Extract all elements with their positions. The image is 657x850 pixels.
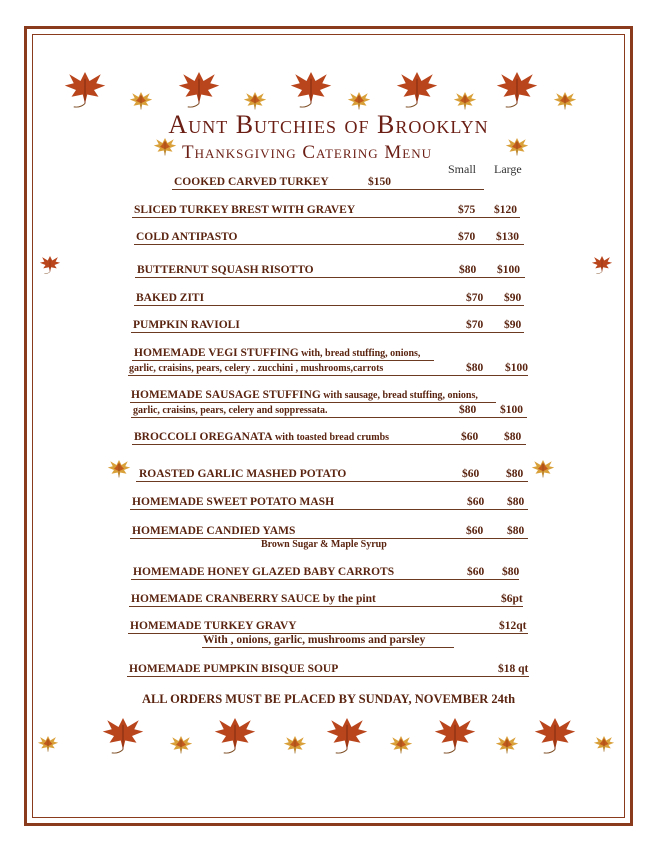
menu-item-name: COOKED CARVED TURKEY [174,176,329,188]
column-header-small: Small [448,162,477,176]
menu-item-name: HOMEMADE SWEET POTATO MASH [132,496,335,508]
maple-leaf-icon [38,256,62,274]
underline [130,509,528,510]
menu-item-note: With , onions, garlic, mushrooms and parsley [203,634,426,646]
menu-item-name: ROASTED GARLIC MASHED POTATO [139,468,347,480]
underline [135,277,525,278]
maple-leaf-icon [590,256,614,274]
underline [134,305,524,306]
menu-item-detail: garlic, craisins, pears, celery . zucchini , mushrooms,carrots [129,363,384,374]
menu-item-name: BROCCOLI OREGANATA with toasted bread crumbs [134,431,390,443]
menu-item-price-large: $12qt [499,620,527,632]
menu-item-price-small: $60 [466,525,484,537]
menu-item-price-large: $18 qt [498,663,529,675]
menu-item-price-large: $6pt [501,593,523,605]
underline [129,606,523,607]
menu-item-price-large: $90 [504,319,522,331]
underline [202,647,454,648]
order-deadline-notice: ALL ORDERS MUST BE PLACED BY SUNDAY, NOVEMBER 24th [141,692,516,706]
menu-item-price-large: $100 [505,362,528,374]
menu-item-price: $150 [368,176,391,188]
maple-leaf-icon [388,736,414,756]
maple-leaf-icon [176,72,222,108]
maple-leaf-icon [432,718,478,754]
maple-leaf-icon [100,718,146,754]
underline [132,360,434,361]
menu-item-price-large: $100 [497,264,520,276]
maple-leaf-icon [592,736,616,754]
menu-item-detail: garlic, craisins, pears, celery and soppressata. [133,405,328,416]
menu-item-price-small: $60 [462,468,480,480]
menu-item-price-large: $120 [494,204,517,216]
menu-item-price-small: $70 [458,231,476,243]
underline [130,402,496,403]
maple-leaf-icon [532,718,578,754]
maple-leaf-icon [494,736,520,756]
menu-item-name: HOMEMADE CANDIED YAMS [132,525,296,537]
menu-item-name: SLICED TURKEY BREST WITH GRAVEY [134,204,356,216]
underline [132,444,526,445]
menu-item-price-small: $60 [467,566,485,578]
maple-leaf-icon [288,72,334,108]
maple-leaf-icon [212,718,258,754]
menu-item-price-large: $100 [500,404,523,416]
column-header-large: Large [494,162,522,176]
menu-item-name: BAKED ZITI [136,292,205,304]
menu-item-price-large: $80 [502,566,520,578]
menu-item-name: PUMPKIN RAVIOLI [133,319,240,331]
maple-leaf-icon [168,736,194,756]
maple-leaf-icon [62,72,108,108]
underline [131,332,524,333]
maple-leaf-icon [324,718,370,754]
maple-leaf-icon [530,460,556,480]
menu-item-price-large: $80 [507,496,525,508]
menu-item-price-small: $60 [461,431,479,443]
menu-item-name: COLD ANTIPASTO [136,231,238,243]
maple-leaf-icon [282,736,308,756]
menu-item-name: HOMEMADE PUMPKIN BISQUE SOUP [129,663,339,675]
maple-leaf-icon [242,92,268,112]
underline [136,481,528,482]
maple-leaf-icon [128,92,154,112]
menu-item-price-small: $70 [466,319,484,331]
maple-leaf-icon [504,138,530,158]
underline [127,676,529,677]
menu-item-name: HOMEMADE SAUSAGE STUFFING with sausage, bread stuffing, onions, [131,389,478,401]
menu-item-price-small: $80 [466,362,484,374]
maple-leaf-icon [452,92,478,112]
menu-item-price-small: $70 [466,292,484,304]
menu-item-price-small: $80 [459,404,477,416]
menu-item-price-large: $80 [506,468,524,480]
menu-item-name: HOMEMADE VEGI STUFFING with, bread stuffing, onions, [134,347,421,359]
menu-item-price-large: $80 [507,525,525,537]
underline [128,375,528,376]
menu-item-name: HOMEMADE TURKEY GRAVY [130,620,297,632]
menu-item-price-small: $80 [459,264,477,276]
menu-item-name: BUTTERNUT SQUASH RISOTTO [137,264,314,276]
menu-item-price-large: $90 [504,292,522,304]
maple-leaf-icon [106,460,132,480]
underline [131,579,519,580]
underline [172,189,484,190]
underline [134,244,524,245]
maple-leaf-icon [36,736,60,754]
maple-leaf-icon [394,72,440,108]
menu-item-price-small: $60 [467,496,485,508]
menu-item-name: HOMEMADE HONEY GLAZED BABY CARROTS [133,566,395,578]
menu-item-price-large: $130 [496,231,519,243]
maple-leaf-icon [346,92,372,112]
menu-item-note: Brown Sugar & Maple Syrup [261,539,387,550]
underline [132,217,520,218]
page-subtitle: Thanksgiving Catering Menu [182,142,432,163]
page-title: Aunt Butchies of Brooklyn [168,110,489,139]
maple-leaf-icon [552,92,578,112]
underline [131,417,527,418]
maple-leaf-icon [494,72,540,108]
menu-item-price-large: $80 [504,431,522,443]
menu-item-price-small: $75 [458,204,476,216]
menu-item-name: HOMEMADE CRANBERRY SAUCE by the pint [131,593,376,605]
maple-leaf-icon [152,138,178,158]
